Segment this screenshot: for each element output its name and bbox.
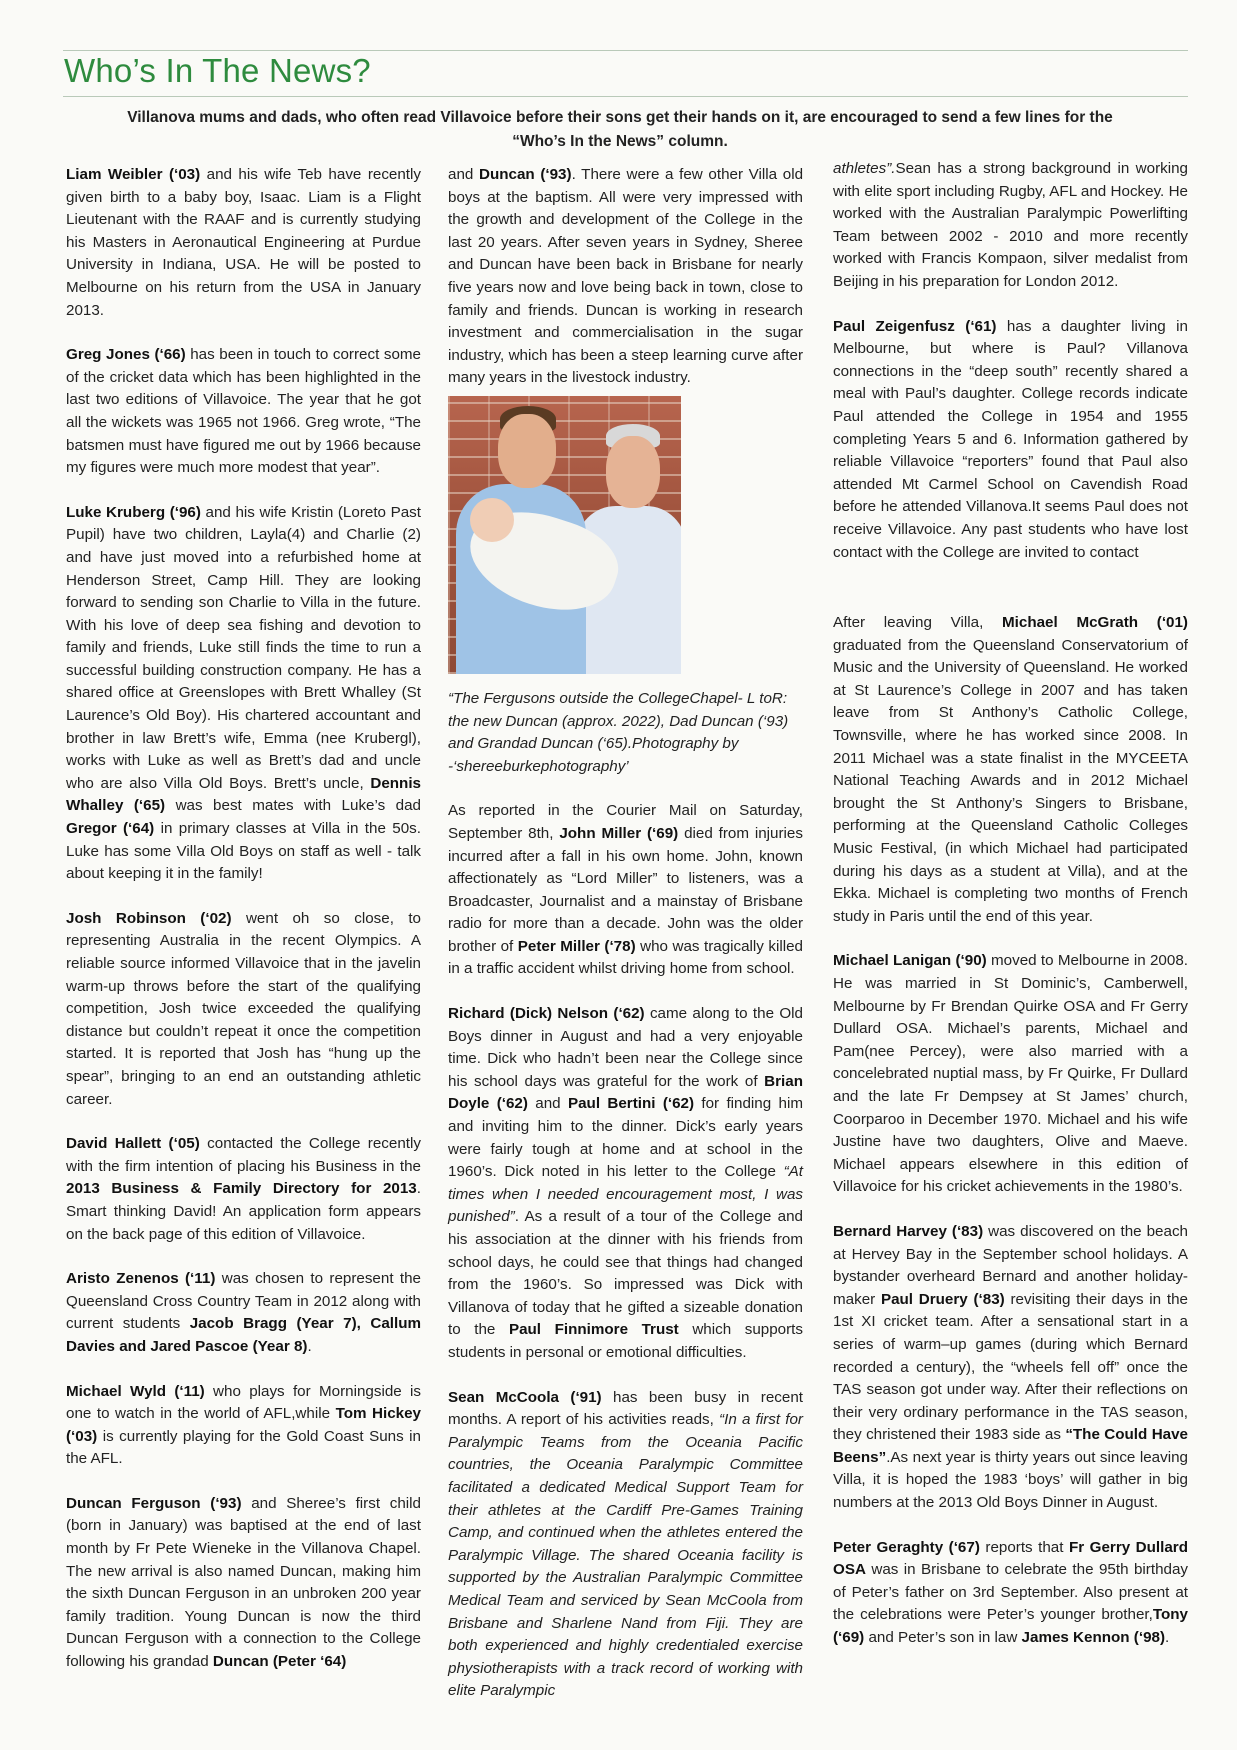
page-title: Who’s In The News? <box>64 52 371 89</box>
news-item-paul-zeigenfusz: Paul Zeigenfusz (‘61) has a daughter living in Melbourne, but where is Paul? Villanova connections in the “deep south” recently shared a meal with Paul’s daughter. College records indicate Paul attended the College in 1954 and 1955 completing Years 5 and 6. Information gathered by reliable Villavoice “reporters” found that Paul also attended Mt Carmel School on Cavendish Road before he attended Villanova.It seems Paul does not receive Villavoice. Any past students who have lost contact with the College are invited to contact <box>833 317 1189 561</box>
news-item-liam-weibler: Liam Weibler (‘03) and his wife Teb have recently given birth to a baby boy, Isaac. Liam is a Flight Lieutenant with the RAAF and is currently studying his Masters in Aeronautical Engineering at Purdue University in Indiana, USA. He will be posted to Melbourne on his return from the USA in January 2013. <box>66 166 421 319</box>
top-rule <box>63 50 1188 51</box>
news-item-josh-robinson: Josh Robinson (‘02) went oh so close, to representing Australia in the recent Olympics. A reliable source informed Villavoice that in the javelin warm-up throws before the start of the qualifying competition, Josh twice exceeded the qualifying distance but couldn’t repeat it once the competition started. It is reported that Josh has “hung up the spear”, bringing to an end an outstanding athletic career. <box>66 909 422 1108</box>
news-item-peter-geraghty: Peter Geraghty (‘67) reports that Fr Gerry Dullard OSA was in Brisbane to celebrate the 95th birthday of Peter’s father on 3rd September. Also present at the celebrations were Peter’s younger brother,Tony (‘69) and Peter’s son in law James Kennon (‘98). <box>833 1538 1188 1647</box>
news-item-michael-wyld: Michael Wyld (‘11) who plays for Morningside is one to watch in the world of AFL,while Tom Hickey (‘03) is currently playing for the Gold Coast Suns in the AFL. <box>66 1382 421 1468</box>
news-item-david-hallett: David Hallett (‘05) contacted the College recently with the firm intention of placing his Business in the 2013 Business & Family Directory for 2013. Smart thinking David! An application form appears on the back page of this edition of Villavoice. <box>66 1135 421 1243</box>
news-item-greg-jones: Greg Jones (‘66) has been in touch to correct some of the cricket data which has been highlighted in the last two editions of Villavoice. The year that he got all the wickets was 1965 not 1966. Greg wrote, “The batsmen must have figured me out by 1966 because my figures were much more modest that year”. <box>66 346 421 477</box>
ferguson-family-photo <box>448 396 681 674</box>
news-item-sean-mccoola-continued: athletes”.Sean has a strong background in working with elite sport including Rugby, AFL and Hockey. He worked with the Australian Paralympic Powerlifting Team between 2002 - 2010 and more recently worked with Francis Kompaon, silver medalist from Beijing in his preparation for London 2012. <box>833 160 1188 290</box>
news-item-aristo-zenenos: Aristo Zenenos (‘11) was chosen to represent the Queensland Cross Country Team in 2012 along with current students Jacob Bragg (Year 7), Callum Davies and Jared Pascoe (Year 8). <box>66 1270 422 1355</box>
column-1 <box>66 164 421 1696</box>
photo-caption: “The Fergusons outside the CollegeChapel- L toR: the new Duncan (approx. 2022), Dad Duncan (‘93) and Grandad Duncan (‘65).Photography by -‘shereeburkephotography’ <box>448 689 789 775</box>
news-item-john-miller: As reported in the Courier Mail on Saturday, September 8th, John Miller (‘69) died from injuries incurred after a fall in his own home. John, known affectionately as “Lord Miller” to listeners, was a Broadcaster, Journalist and a mainstay of Brisbane radio for more than a decade. John was the older brother of Peter Miller (‘78) who was tragically killed in a traffic accident whilst driving home from school. <box>448 802 803 978</box>
news-item-dick-nelson: Richard (Dick) Nelson (‘62) came along to the Old Boys dinner in August and had a very enjoyable time. Dick who hadn’t been near the College since his school days was grateful for the work of Brian Doyle (‘62) and Paul Bertini (‘62) for finding him and inviting him to the dinner. Dick’s early years were fairly tough at home and at school in the 1960’s. Dick noted in his letter to the College “At times when I needed encouragement most, I was punished”. As a result of a tour of the College and his association at the dinner with his friends from school days, he could see that things had changed from the 1960’s. So impressed was Dick with Villanova of today that he gifted a sizeable donation to the Paul Finnimore Trust which supports students in personal or emotional difficulties. <box>448 1005 804 1361</box>
news-item-michael-lanigan: Michael Lanigan (‘90) moved to Melbourne in 2008. He was married in St Dominic’s, Camberwell, Melbourne by Fr Brendan Quirke OSA and Fr Gerry Dullard OSA. Michael’s parents, Michael and Pam(nee Percey), were also married with a concelebrated nuptial mass, by Fr Quirke, Fr Dullard and the late Fr Dempsey at St James’ church, Coorparoo in December 1970. Michael and his wife Justine have two daughters, Olive and Maeve. Michael appears elsewhere in this edition of Villavoice for his cricket achievements in the 1980’s. <box>833 952 1188 1196</box>
column-3 <box>833 158 1188 1672</box>
news-item-sean-mccoola: Sean McCoola (‘91) has been busy in recent months. A report of his activities reads, “In a first for Paralympic Teams from the Oceania Pacific countries, the Oceania Paralympic Committee facilitated a dedicated Medical Support Team for their athletes at the Cardiff Pre-Games Training Camp, and continued when the athletes entered the Paralympic Village. The shared Oceania facility is supported by the Australian Paralympic Committee Medical Team and serviced by Sean McCoola from Brisbane and Sharlene Nand from Fiji. They are both experienced and highly credentialed exercise physiotherapists with a track record of working with elite Paralympic <box>448 1388 804 1700</box>
intro-text: Villanova mums and dads, who often read Villavoice before their sons get their hands on it, are encouraged to send a few lines for the “Who’s In the News” column. <box>127 109 1113 150</box>
news-item-bernard-harvey: Bernard Harvey (‘83) was discovered on the beach at Hervey Bay in the September school holidays. A bystander overheard Bernard and another holiday-maker Paul Druery (‘83) revisiting their days in the 1st XI cricket team. After a sensational start in a series of warm–up games (during which Bernard recorded a century), the “wheels fell off” once the TAS season got under way. After their reflections on their very ordinary performance in the TAS season, they christened their 1983 side as “The Could Have Beens”.As next year is thirty years out since leaving Villa, it is hoped the 1983 ‘boys’ will gather in big numbers at the 2013 Old Boys Dinner in August. <box>833 1222 1188 1512</box>
news-item-duncan-continued: and Duncan (‘93). There were a few other Villa old boys at the baptism. All were very impressed with the growth and development of the College in the last 20 years. After seven years in Sydney, Sheree and Duncan have been back in Brisbane for nearly five years now and love being back in town, close to family and friends. Duncan is working in research investment and commercialisation in the sugar industry, which has been a steep learning curve after many years in the livestock industry. <box>448 166 804 387</box>
news-item-duncan-ferguson: Duncan Ferguson (‘93) and Sheree’s first child (born in January) was baptised at the end of last month by Fr Pete Wieneke in the Villanova Chapel. The new arrival is also named Duncan, making him the sixth Duncan Ferguson in an unbroken 200 year family tradition. Young Duncan is now the third Duncan Ferguson with a connection to the College following his grandad Duncan (Peter ‘64) <box>66 1494 421 1671</box>
news-item-michael-mcgrath: After leaving Villa, Michael McGrath (‘01) graduated from the Queensland Conservatorium of Music and the University of Queensland. He worked at St Laurence’s College in 2007 and has taken leave from St Anthony’s Catholic College, Townsville, where he has worked since 2008. In 2011 Michael was a state finalist in the MYCEETA National Teaching Awards and in 2012 Michael brought the St Anthony’s Singers to Brisbane, performing at the Queensland Catholic Colleges Music Festival, (in which Michael had participated during his days as a student at Villa), and at the Ekka. Michael is completing two months of French study in Paris until the end of this year. <box>833 614 1188 925</box>
title-rule <box>63 96 1188 97</box>
news-item-luke-kruberg: Luke Kruberg (‘96) and his wife Kristin (Loreto Past Pupil) have two children, Layla(4) and Charlie (2) and have just moved into a refurbished home at Henderson Street, Camp Hill. They are looking forward to sending son Charlie to Villa in the future. With his love of deep sea fishing and devotion to family and friends, Luke still finds the time to run a successful building construction company. He has a shared office at Greenslopes with Brett Whalley (St Laurence’s Old Boy). His chartered accountant and brother in law Brett’s wife, Emma (nee Krubergl), works with Luke as well as Brett’s dad and uncle who are also Villa Old Boys. Brett’s uncle, Dennis Whalley (‘65) was best mates with Luke’s dad Gregor (‘64) in primary classes at Villa in the 50s. Luke has some Villa Old Boys on staff as well - talk about keeping it in the family! <box>66 503 421 883</box>
column-2 <box>448 164 803 1725</box>
